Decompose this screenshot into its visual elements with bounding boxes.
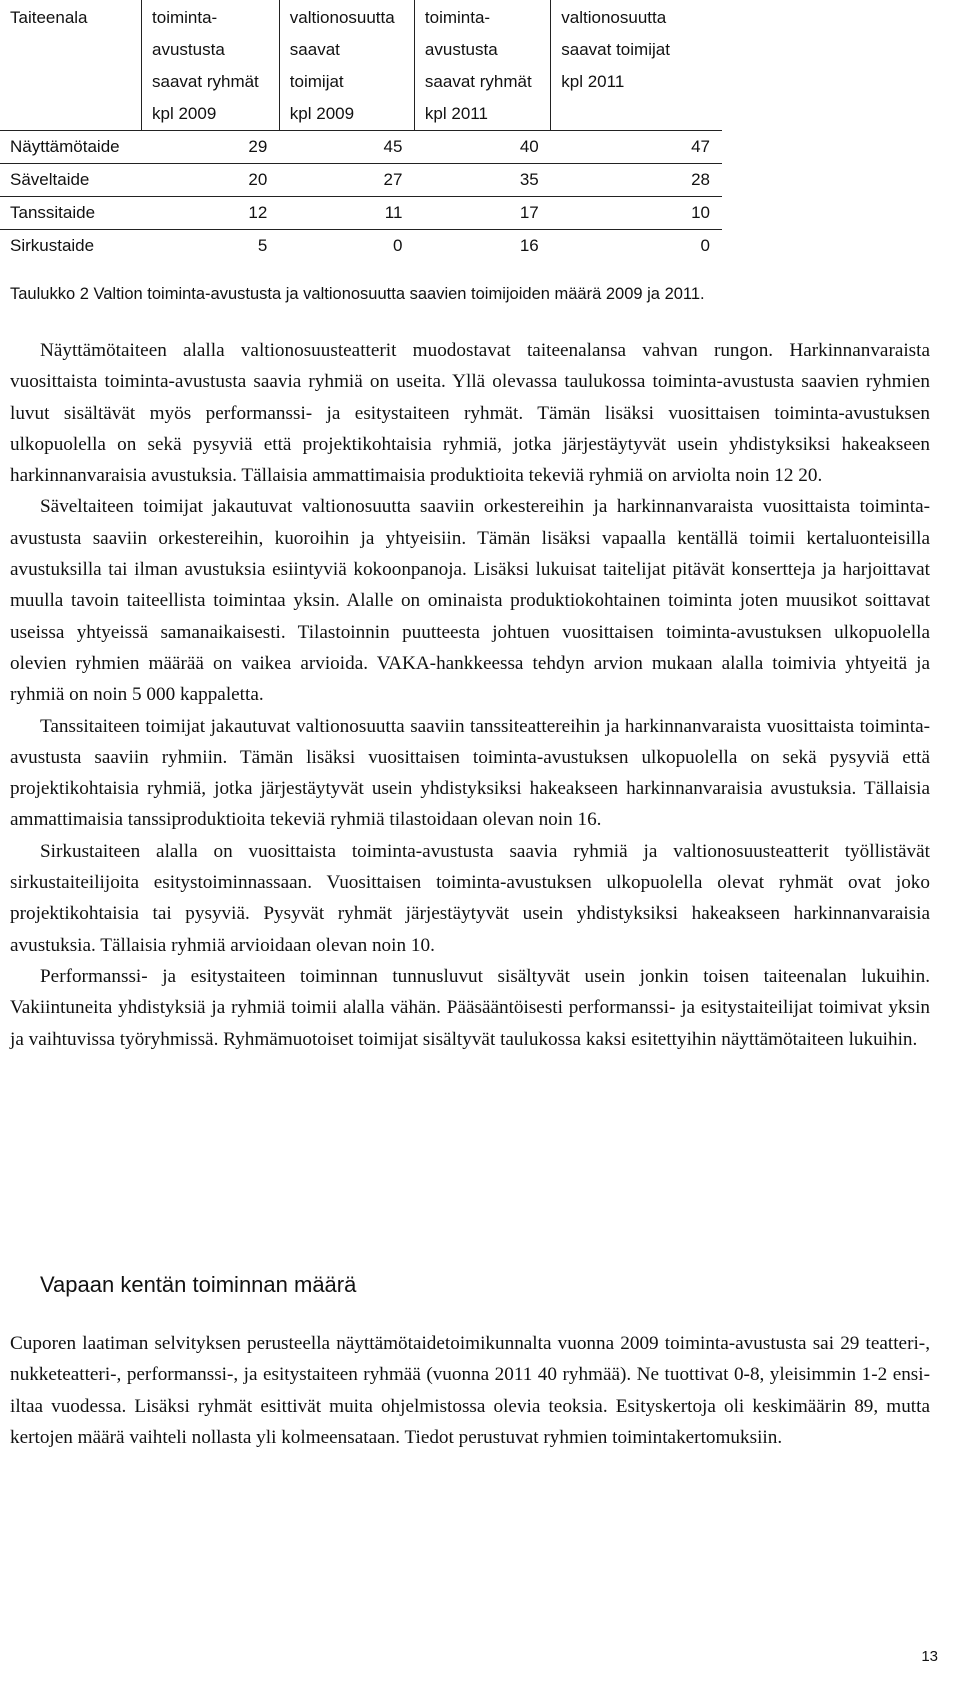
header-line: saavat bbox=[289, 40, 340, 59]
paragraph: Cuporen laatiman selvityksen perusteella näyttämötaidetoimikunnalta vuonna 2009 toiminta-avustusta sai 29 teatteri-, nukketeatteri-, performanssi-, ja esitystaiteen ryhmää (vuonna 2011 40 ryhmää). Ne tuottivat 0-8, yleisimmin 1-2 ensi-iltaa vuodessa. Lisäksi ryhmät esittivät muita ohjelmistossa olevia teoksia. Esityskertoja oli keskimäärin 89, mutta kertojen määrä vaihteli nollasta yli kolmeensataan. Tiedot perustuvat ryhmien toimintakertomuksiin. bbox=[10, 1333, 930, 1448]
table-cell: 11 bbox=[279, 197, 414, 230]
header-cell-3 bbox=[414, 0, 550, 131]
paragraph: Näyttämötaiteen alalla valtionosuusteatterit muodostavat taiteenalansa vahvan rungon. Harkinnanvaraista vuosittaista toiminta-avustusta saavia ryhmiä on useita. Yllä olevassa taulukossa toiminta-avustusta saavien ryhmien luvut sisältävät myös performanssi- ja esitystaiteen ryhmät. Tämän lisäksi vuosittaisen toiminta-avustuksen ulkopuolella on sekä pysyviä että projektikohtaisia ryhmiä, jotka järjestäytyvät usein yhdistyksiksi hakeakseen harkinnanvaraisia avustuksia. Tällaisia ammattimaisia produktioita tekeviä ryhmiä on arviolta noin 12 20. bbox=[10, 340, 930, 487]
header-cell-4 bbox=[551, 0, 722, 131]
table-row bbox=[0, 164, 722, 197]
table-cell: 29 bbox=[142, 131, 280, 164]
table-cell: 17 bbox=[414, 197, 550, 230]
table-cell: 5 bbox=[142, 230, 280, 263]
header-line: avustusta bbox=[152, 40, 225, 59]
header-line: valtionosuutta bbox=[561, 8, 667, 27]
header-line: kpl 2009 bbox=[152, 104, 217, 123]
header-line: kpl 2011 bbox=[424, 104, 488, 123]
header-cell-0 bbox=[0, 0, 142, 131]
table-cell: 0 bbox=[279, 230, 414, 263]
row-label: Tanssitaide bbox=[0, 197, 142, 230]
table-cell: 28 bbox=[551, 164, 722, 197]
body-text bbox=[10, 335, 930, 1055]
header-line: avustusta bbox=[424, 40, 498, 59]
page-number: 13 bbox=[921, 1648, 938, 1665]
header-line: valtionosuutta bbox=[289, 8, 395, 27]
section-heading: Vapaan kentän toiminnan määrä bbox=[40, 1272, 357, 1297]
table-row bbox=[0, 131, 722, 164]
header-line: saavat toimijat bbox=[561, 40, 670, 59]
paragraph: Säveltaiteen toimijat jakautuvat valtionosuutta saaviin orkestereihin ja harkinnanvaraista vuosittaista toiminta-avustusta saaviin orkestereihin, kuoroihin ja yhtyeisiin. Tämän lisäksi vapaalla kentällä toimii kertaluonteisilla avustuksilla tai ilman avustuksia esiintyviä kokoonpanoja. Lisäksi lukuisat taitelijat pitävät konsertteja ja harjoittavat muulla tavoin taiteellista toimintaa yksin. Alalle on ominaista produktiokohtainen toiminta joten muusikot soittavat useissa yhtyeissä samanaikaisesti. Tilastoinnin puutteesta johtuen vuosittaisen toiminta-avustuksen ulkopuolella olevien ryhmien määrää on vaikea arvioida. VAKA-hankkeessa tehdyn arvion mukaan alalla toimivia yhtyeitä ja ryhmiä on noin 5 000 kappaletta. bbox=[10, 496, 930, 706]
header-cell-1 bbox=[142, 0, 280, 131]
section-text bbox=[10, 1328, 930, 1453]
table-header-row bbox=[0, 0, 722, 131]
row-label: Säveltaide bbox=[0, 164, 142, 197]
table-cell: 47 bbox=[551, 131, 722, 164]
header-line: saavat ryhmät bbox=[424, 72, 532, 91]
row-label: Sirkustaide bbox=[0, 230, 142, 263]
statistics-table bbox=[0, 0, 722, 262]
header-line: Taiteenala bbox=[10, 8, 88, 27]
table-cell: 12 bbox=[142, 197, 280, 230]
table-cell: 45 bbox=[279, 131, 414, 164]
header-line: toiminta- bbox=[424, 8, 491, 27]
header-cell-2 bbox=[279, 0, 414, 131]
paragraph: Performanssi- ja esitystaiteen toiminnan tunnusluvut sisältyvät usein jonkin toisen taiteenalan lukuihin. Vakiintuneita yhdistyksiä ja ryhmiä toimii alalla vähän. Pääsääntöisesti performanssi- ja esitystaiteilijat toimivat yksin ja vaihtuvissa työryhmissä. Ryhmämuotoiset toimijat sisältyvät taulukossa kaksi esitettyihin näyttämötaiteen lukuihin. bbox=[10, 965, 930, 1050]
paragraph: Sirkustaiteen alalla on vuosittaista toiminta-avustusta saavia ryhmiä ja valtionosuusteatterit työllistävät sirkustaiteilijoita esitystoiminnassaan. Vuosittaisen toiminta-avustuksen ulkopuolella olevat ryhmät ovat joko projektikohtaisia tai pysyviä. Pysyvät ryhmät järjestäytyvät usein yhdistyksiksi hakeakseen harkinnanvaraisia avustuksia. Tällaisia ryhmiä arvioidaan olevan noin 10. bbox=[10, 840, 930, 956]
table-cell: 10 bbox=[551, 197, 722, 230]
table-caption: Taulukko 2 Valtion toiminta-avustusta ja valtionosuutta saavien toimijoiden määrä 2009 ja 2011. bbox=[10, 285, 705, 303]
header-line: toimijat bbox=[289, 72, 344, 91]
header-line: kpl 2009 bbox=[289, 104, 355, 123]
header-line: kpl 2011 bbox=[561, 72, 625, 91]
table-cell: 16 bbox=[414, 230, 550, 263]
row-label: Näyttämötaide bbox=[0, 131, 142, 164]
table-cell: 0 bbox=[551, 230, 722, 263]
table-cell: 20 bbox=[142, 164, 280, 197]
paragraph: Tanssitaiteen toimijat jakautuvat valtionosuutta saaviin tanssiteattereihin ja harkinnanvaraista vuosittaista toiminta-avustusta saaviin ryhmiin. Tämän lisäksi vuosittaisen toiminta-avustuksen ulkopuolella on sekä pysyviä että projektikohtaisia ryhmiä, jotka järjestäytyvät usein yhdistyksiksi hakeakseen harkinnanvaraisia avustuksia. Tällaisia ammattimaisia tanssiproduktioita tekeviä ryhmiä tilastoidaan olevan noin 16. bbox=[10, 715, 930, 831]
table-cell: 35 bbox=[414, 164, 550, 197]
table-row bbox=[0, 197, 722, 230]
table-cell: 27 bbox=[279, 164, 414, 197]
table-row bbox=[0, 230, 722, 263]
table-cell: 40 bbox=[414, 131, 550, 164]
header-line: saavat ryhmät bbox=[152, 72, 259, 91]
header-line: toiminta- bbox=[152, 8, 218, 27]
